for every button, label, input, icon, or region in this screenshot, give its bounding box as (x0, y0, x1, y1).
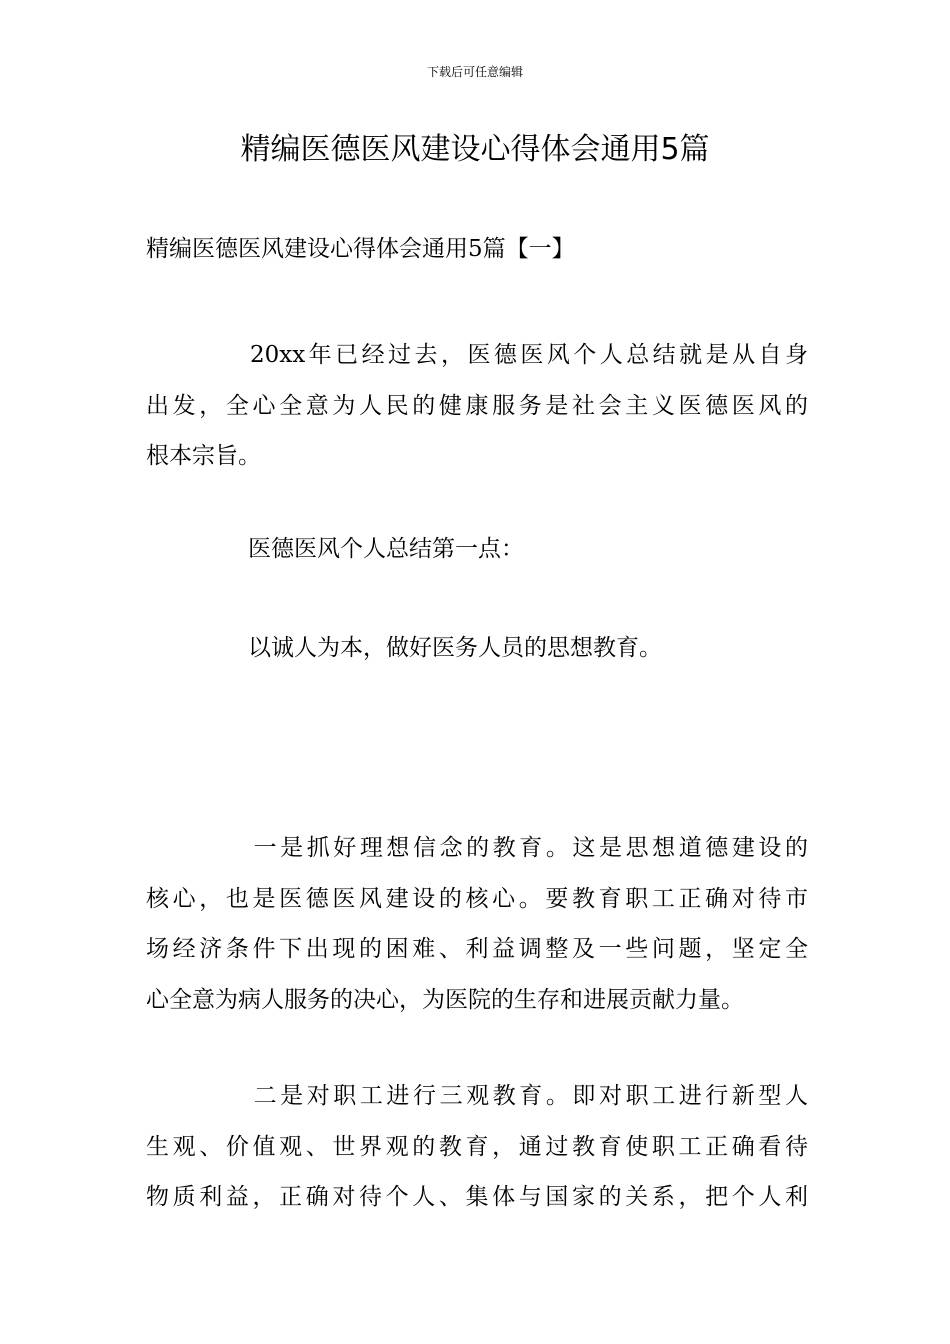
page-header-note: 下载后可任意编辑 (426, 65, 523, 79)
paragraph-line: 二是对职工进行三观教育。即对职工进行新型人 (250, 1083, 808, 1109)
paragraph-point-two (146, 1071, 808, 1223)
document-title: 精编医德医风建设心得体会通用5篇 (240, 132, 710, 167)
paragraph-point-one (146, 823, 808, 1025)
paragraph-line: 心全意为病人服务的决心，为医院的生存和进展贡献力量。 (146, 986, 744, 1013)
section-heading: 精编医德医风建设心得体会通用5篇【一】 (146, 236, 575, 262)
paragraph-line: 核心，也是医德医风建设的核心。要教育职工正确对待市 (146, 885, 808, 912)
paragraph-line: 出发，全心全意为人民的健康服务是社会主义医德医风的 (146, 392, 808, 419)
paragraph-line: 一是抓好理想信念的教育。这是思想道德建设的 (250, 835, 808, 861)
paragraph-line: 场经济条件下出现的困难、利益调整及一些问题，坚定全 (146, 936, 808, 962)
point-heading: 医德医风个人总结第一点： (248, 536, 524, 562)
paragraph-line: 根本宗旨。 (146, 443, 261, 469)
point-text: 以诚人为本，做好医务人员的思想教育。 (248, 635, 662, 661)
paragraph-line: 生观、价值观、世界观的教育，通过教育使职工正确看待 (146, 1133, 808, 1160)
paragraph-line: 20xx年已经过去，医德医风个人总结就是从自身 (250, 342, 808, 368)
paragraph-intro (146, 330, 808, 482)
paragraph-line: 物质利益，正确对待个人、集体与国家的关系，把个人利 (146, 1184, 808, 1210)
